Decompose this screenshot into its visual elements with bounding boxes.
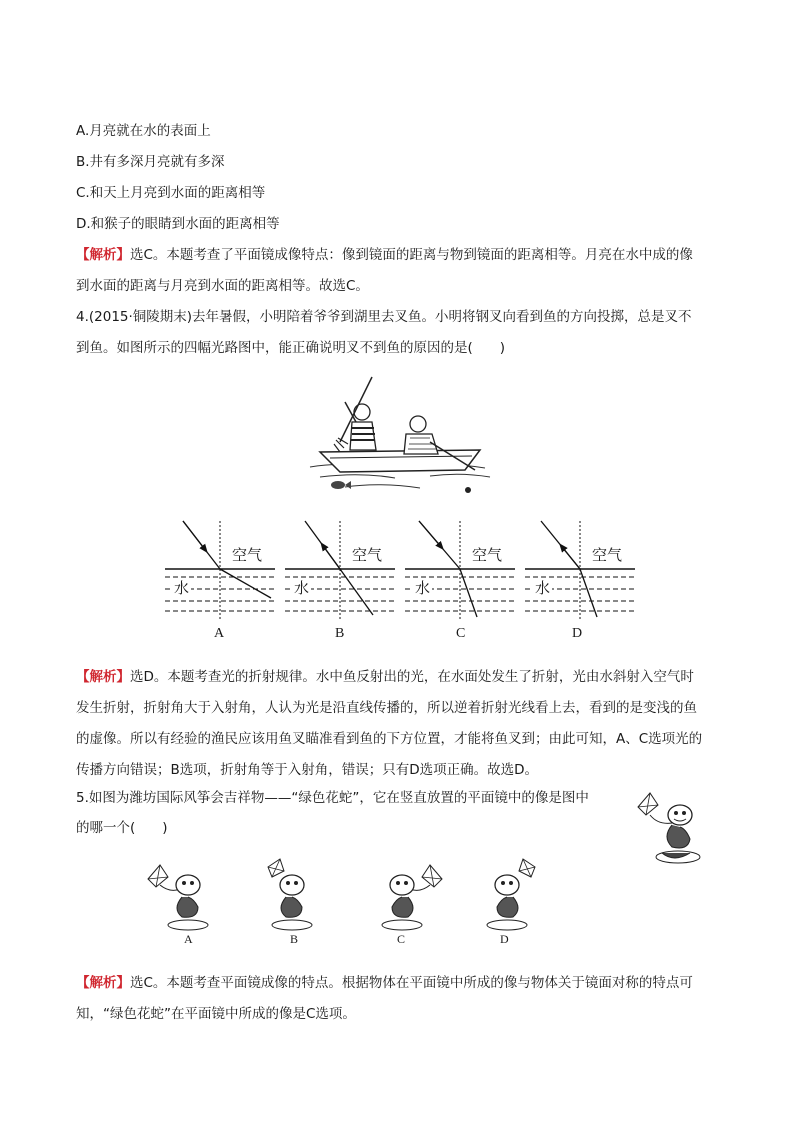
q5-option-c: C bbox=[397, 932, 406, 946]
q5-analysis-line-1: 【解析】选C。本题考查平面镜成像的特点。根据物体在平面镜中所成的像与物体关于镜面对称的特点可 bbox=[76, 975, 693, 991]
diagram-c bbox=[405, 521, 515, 619]
air-label-b: 空气 bbox=[352, 546, 383, 564]
q4-analysis-line-3: 的虚像。所以有经验的渔民应该用鱼叉瞄准看到鱼的下方位置，才能将鱼叉到；由此可知，A、C选项光的 bbox=[76, 731, 703, 747]
analysis-tag: 【解析】 bbox=[76, 247, 130, 263]
diagram-option-b: B bbox=[335, 626, 345, 641]
q4-stem-line-1: 4.(2015·铜陵期末)去年暑假，小明陪着爷爷到湖里去叉鱼。小明将钢叉向看到鱼的方向投掷，总是叉不 bbox=[76, 309, 692, 325]
snake-mascot-option-c-icon bbox=[370, 855, 450, 935]
diagram-b bbox=[285, 521, 395, 619]
q5-stem-line-2: 的哪一个( ) bbox=[76, 820, 168, 836]
q3-option-b: B.井有多深月亮就有多深 bbox=[76, 154, 225, 170]
snake-mascot-original-icon bbox=[628, 785, 708, 875]
snake-mascot-option-b-icon bbox=[248, 855, 328, 935]
analysis-tag: 【解析】 bbox=[76, 669, 130, 685]
q5-option-a: A bbox=[184, 932, 193, 946]
diagram-option-d: D bbox=[572, 626, 583, 641]
fishing-boat-illustration bbox=[300, 372, 500, 497]
air-label-a: 空气 bbox=[232, 546, 263, 564]
water-label-d: 水 bbox=[535, 579, 551, 597]
snake-mascot-option-d-icon bbox=[475, 855, 555, 935]
water-label-a: 水 bbox=[174, 579, 190, 597]
q3-analysis-line-1: 【解析】选C。本题考查了平面镜成像特点：像到镜面的距离与物到镜面的距离相等。月亮在水中成的像 bbox=[76, 247, 693, 263]
snake-mascot-option-a-icon bbox=[140, 855, 220, 935]
q4-analysis-line-2: 发生折射，折射角大于入射角，人认为光是沿直线传播的，所以逆着折射光线看上去，看到的是变浅的鱼 bbox=[76, 700, 697, 716]
q5-option-b: B bbox=[290, 932, 299, 946]
q3-option-c: C.和天上月亮到水面的距离相等 bbox=[76, 185, 266, 201]
q3-analysis-line-2: 到水面的距离与月亮到水面的距离相等。故选C。 bbox=[76, 278, 369, 294]
q5-stem-line-1: 5.如图为潍坊国际风筝会吉祥物——“绿色花蛇”，它在竖直放置的平面镜中的像是图中 bbox=[76, 790, 589, 806]
q5-analysis-line-2: 知，“绿色花蛇”在平面镜中所成的像是C选项。 bbox=[76, 1006, 356, 1022]
q4-analysis-line-1: 【解析】选D。本题考查光的折射规律。水中鱼反射出的光，在水面处发生了折射，光由水斜射入空气时 bbox=[76, 669, 694, 685]
analysis-tag: 【解析】 bbox=[76, 975, 130, 991]
diagram-option-c: C bbox=[456, 626, 466, 641]
q4-stem-line-2: 到鱼。如图所示的四幅光路图中，能正确说明叉不到鱼的原因的是( ) bbox=[76, 340, 506, 356]
diagram-option-a: A bbox=[214, 626, 225, 641]
refraction-diagrams bbox=[160, 515, 640, 645]
diagram-a bbox=[165, 521, 275, 619]
q3-option-d: D.和猴子的眼睛到水面的距离相等 bbox=[76, 216, 280, 232]
q5-option-d: D bbox=[500, 932, 509, 946]
air-label-c: 空气 bbox=[472, 546, 503, 564]
diagram-d bbox=[525, 521, 635, 619]
water-label-b: 水 bbox=[294, 579, 310, 597]
q3-option-a: A.月亮就在水的表面上 bbox=[76, 123, 211, 139]
q4-analysis-line-4: 传播方向错误；B选项，折射角等于入射角，错误；只有D选项正确。故选D。 bbox=[76, 762, 539, 778]
air-label-d: 空气 bbox=[592, 546, 623, 564]
water-label-c: 水 bbox=[415, 579, 431, 597]
